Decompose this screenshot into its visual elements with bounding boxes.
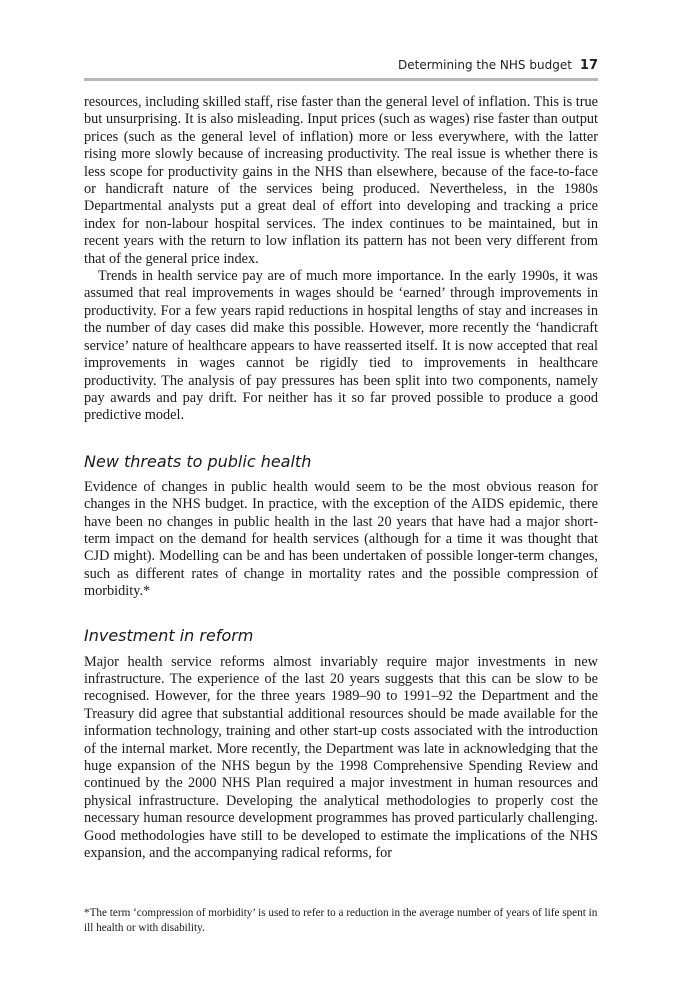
heading-new-threats: New threats to public health [84, 451, 312, 471]
page-number: 17 [579, 58, 598, 73]
paragraph-investment: Major health service reforms almost invariably require major investments in new infrastructure. The experience of the last 20 years suggests that this can be slow to be recognised. However, for the three years 1989–90 to 1991–92 the Department and the Treasury did agree that substantial additional resources should be made available for the information technology, training and other start-up costs associated with the introduction of the internal market. More recently, the Department was late in acknowledging that the huge expansion of the NHS begun by the 1998 Comprehensive Spending Review and continued by the 2000 NHS Plan required a major investment in human resources and physical infrastructure. Developing the analytical methodologies to properly cost the necessary human resource development programmes has proved particularly challenging. Good methodologies have still to be developed to estimate the implications of the NHS expansion, and the accompanying radical reforms, for [84, 653, 598, 862]
running-head [84, 58, 598, 73]
heading-investment-in-reform: Investment in reform [84, 625, 254, 645]
running-title: Determining the NHS budget [397, 58, 572, 72]
paragraph-resources: resources, including skilled staff, rise faster than the general level of inflation. This is true but unsurprising. It is also misleading. Input prices (such as wages) rise faster than output prices (such as the general level of inflation) more or less everywhere, with the latter rising more slowly because of increasing productivity. The real issue is whether there is less scope for productivity gains in the NHS than elsewhere, because of the face-to-face or handicraft nature of the services being produced. Nevertheless, in the 1980s Departmental analysts put a great deal of effort into developing and tracking a price index for non-labour hospital services. The index continues to be maintained, but in recent years with the return to low inflation its pattern has not been very different from that of the general price index. [84, 94, 598, 267]
body-text [84, 94, 598, 862]
paragraph-public-health: Evidence of changes in public health would seem to be the most obvious reason for changes in the NHS budget. In practice, with the exception of the AIDS epidemic, there have been no changes in public health in the last 20 years that have had a major short-term impact on the demand for health services (although for a time it was thought that CJD might). Modelling can be and has been undertaken of possible longer-term changes, such as different rates of change in mortality rates and the possible compression of morbidity.* [84, 478, 598, 600]
footnote: *The term ‘compression of morbidity’ is used to refer to a reduction in the average number of years of life spent in ill health or with disability. [84, 907, 598, 934]
header-rule [84, 78, 598, 81]
paragraph-pay-trends: Trends in health service pay are of much more importance. In the early 1990s, it was assumed that real improvements in wages should be ‘earned’ through improvements in productivity. For a few years rapid reductions in hospital lengths of stay and increases in the number of day cases did make this possible. However, more recently the ‘handicraft service’ nature of healthcare appears to have reasserted itself. It is now accepted that real improvements in wages cannot be rigidly tied to improvements in healthcare productivity. The analysis of pay pressures has been split into two components, namely pay awards and pay drift. For neither has it so far proved possible to produce a good predictive model. [84, 268, 598, 424]
